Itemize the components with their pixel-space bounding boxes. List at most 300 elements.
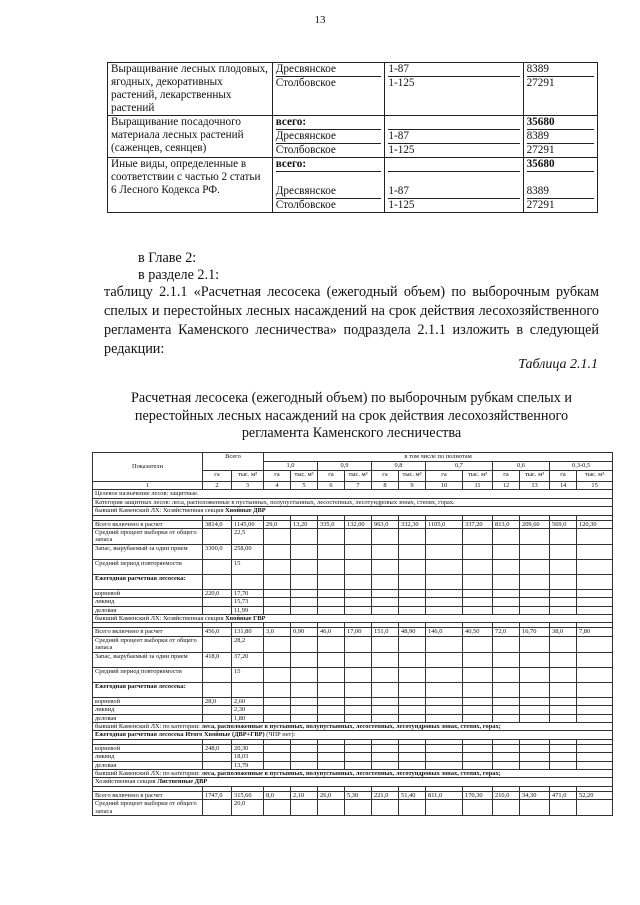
value-cell [463,652,493,667]
value-cell [203,606,232,614]
value-cell [463,574,493,589]
value-cell [577,706,613,714]
value-cell [264,559,291,574]
value-cell [550,697,577,705]
value-cell [493,697,520,705]
value-cell [493,574,520,589]
row-label-cell: корневой [93,589,203,597]
value-cell [264,667,291,682]
activity-cell: Выращивание посадочного материала лесных растений (саженцев, сеянцев) [108,116,273,158]
value-cell [493,667,520,682]
value-cell [493,559,520,574]
section-heading-cell: бывший Каменский ЛХ: Хозяйственная секция Хвойные ГВР [93,615,613,623]
value-cell [520,544,550,559]
value-cell [345,682,372,697]
value-cell [493,706,520,714]
value-cell [291,753,318,761]
value-cell [577,598,613,606]
value-cell [399,744,426,752]
value-cell [426,598,463,606]
table-row [93,722,613,730]
table-caption: Расчетная лесосека (ежегодный объем) по выборочным рубкам спелых и перестойных лесных насаждений на срок действия лесохозяйственного регламента Каменского лесничества [131,390,572,441]
value-cell [203,753,232,761]
value-cell [345,606,372,614]
value-cell: 5,30 [345,791,372,799]
value-cell [264,529,291,545]
section-heading-bold: леса, расположенные в пустынных, полупустынных, лесостепных, лесотундровых зонах, степях, горах; [201,769,501,777]
table-row [93,697,613,705]
value-cell: 15 [232,559,264,574]
value-cell [264,598,291,606]
value-cell [372,800,399,816]
row-label-cell: Средний процент выборки от общего запаса [93,636,203,652]
value-cell [426,559,463,574]
value-cell: 2,30 [232,706,264,714]
value-cell [463,697,493,705]
table-row [93,490,613,498]
district-cell: Дресвянское Столбовское [272,63,385,116]
value-cell [463,589,493,597]
column-number: 2 [203,482,232,490]
table-row [93,778,613,786]
value-cell [550,667,577,682]
value-cell: 28,0 [203,697,232,705]
value-cell [345,598,372,606]
value-cell [550,574,577,589]
section-heading-bold: Ежегодная расчетная лесосека Итого Хвойные (ДВР+ГВР) [95,731,265,739]
column-number: 12 [493,482,520,490]
value-cell: 315,60 [232,791,264,799]
value-cell: 132,00 [345,520,372,528]
value-cell: 17,70 [232,589,264,597]
value-cell [550,706,577,714]
activity-cell: Выращивание лесных плодовых, ягодных, декоративных растений, лекарственных растений [108,63,273,116]
table-row [93,714,613,722]
value-cell [577,697,613,705]
value-cell [291,606,318,614]
value-cell [463,682,493,697]
value-cell [318,761,345,769]
column-number: 14 [550,482,577,490]
value-cell [318,544,345,559]
value-cell [345,559,372,574]
value-cell [399,606,426,614]
chapter-line: в Главе 2: [138,250,197,266]
value-cell: 1105,0 [426,520,463,528]
density-header: 0,3-0,5 [550,462,613,471]
table-row [93,574,613,589]
table-row [93,520,613,528]
table-label: Таблица 2.1.1 [518,357,598,372]
value-cell [291,667,318,682]
quarters-cell: 1-87 1-125 [385,158,523,213]
value-cell [426,544,463,559]
row-label-cell: ликвид [93,706,203,714]
value-cell [493,753,520,761]
value-cell [426,667,463,682]
value-cell [550,753,577,761]
value-cell [291,636,318,652]
row-label-cell: Средний период повторяемости [93,667,203,682]
table-row [93,589,613,597]
value-cell [291,529,318,545]
value-cell [399,667,426,682]
quarters-cell: 1-87 1-125 [385,116,523,158]
value-cell [426,574,463,589]
value-cell [232,574,264,589]
value-cell [520,667,550,682]
value-cell [463,753,493,761]
section-heading-cell: Ежегодная расчетная лесосека Итого Хвойные (ДВР+ГВР) (ЧПР нет): [93,731,613,739]
value-cell [426,529,463,545]
value-cell [520,589,550,597]
value-cell: 131,80 [232,628,264,636]
value-cell [550,744,577,752]
value-cell [493,682,520,697]
unit-ha-header: га [264,471,291,482]
value-cell [291,697,318,705]
value-cell [426,606,463,614]
table-row [93,706,613,714]
value-cell [372,574,399,589]
value-cell [345,544,372,559]
district-cell: всего: Дресвянское Столбовское [272,158,385,213]
density-header: 1,0 [264,462,318,471]
value-cell [493,529,520,545]
section-line: в разделе 2.1: [138,267,220,283]
value-cell [493,544,520,559]
value-cell [399,529,426,545]
value-cell [203,559,232,574]
column-number: 10 [426,482,463,490]
row-label-cell: корневой [93,744,203,752]
table-row [93,507,613,515]
value-cell: 2,10 [291,791,318,799]
value-cell [203,529,232,545]
value-cell [291,652,318,667]
section-heading-cell: Целевое назначение лесов: защитные. [93,490,613,498]
value-cell [372,606,399,614]
row-label-cell: ликвид [93,753,203,761]
value-cell [264,682,291,697]
value-cell [264,714,291,722]
value-cell: 1,80 [232,714,264,722]
value-cell [372,598,399,606]
value-cell [493,744,520,752]
value-cell [291,589,318,597]
value-cell [345,706,372,714]
value-cell: 221,0 [372,791,399,799]
unit-ha-header: га [318,471,345,482]
value-cell [463,714,493,722]
value-cell [203,574,232,589]
column-number: 1 [93,482,203,490]
value-cell: 16,70 [520,628,550,636]
value-cell [264,753,291,761]
unit-ha-header: га [550,471,577,482]
unit-m3-header: тыс. м³ [345,471,372,482]
value-cell: 51,40 [399,791,426,799]
table-row [93,769,613,777]
table-row [93,731,613,739]
value-cell [520,714,550,722]
value-cell [577,667,613,682]
value-cell [264,636,291,652]
value-cell [520,800,550,816]
value-cell [291,598,318,606]
value-cell: 3300,0 [203,544,232,559]
value-cell [426,744,463,752]
value-cell [399,574,426,589]
value-cell [577,714,613,722]
value-cell [520,697,550,705]
row-label-cell: Средний процент выборки от общего запаса [93,529,203,545]
value-cell [264,761,291,769]
value-cell [399,761,426,769]
value-cell [463,744,493,752]
value-cell: 18,03 [232,753,264,761]
row-label-cell: Всего включено в расчет [93,520,203,528]
value-cell [345,714,372,722]
value-cell [577,559,613,574]
row-label-cell: деловая [93,606,203,614]
value-cell [463,606,493,614]
value-cell [493,761,520,769]
column-number: 3 [232,482,264,490]
value-cell [493,598,520,606]
value-cell: 26,0 [318,791,345,799]
value-cell [520,744,550,752]
value-cell [550,652,577,667]
value-cell [493,714,520,722]
value-cell: 48,90 [399,628,426,636]
value-cell: 963,0 [372,520,399,528]
value-cell [372,714,399,722]
value-cell [345,744,372,752]
value-cell [264,706,291,714]
value-cell [520,753,550,761]
value-cell: 337,20 [463,520,493,528]
value-cell [520,761,550,769]
value-cell [520,706,550,714]
area-cell: 8389 27291 [523,63,597,116]
value-cell: 0,90 [291,628,318,636]
table-row [93,682,613,697]
quarters-cell: 1-87 1-125 [385,63,523,116]
value-cell [318,574,345,589]
row-label-cell: ликвид [93,598,203,606]
value-cell [345,800,372,816]
table-row [93,598,613,606]
value-cell [264,589,291,597]
table-row [93,628,613,636]
value-cell [264,800,291,816]
value-cell: 20,30 [232,744,264,752]
value-cell [550,589,577,597]
value-cell [372,697,399,705]
value-cell [577,544,613,559]
value-cell [426,761,463,769]
table-row [93,800,613,816]
value-cell: 20,0 [232,800,264,816]
row-label-cell: Всего включено в расчет [93,628,203,636]
value-cell [399,589,426,597]
value-cell [463,800,493,816]
column-number: 8 [372,482,399,490]
value-cell [399,706,426,714]
value-cell [318,706,345,714]
column-number: 9 [399,482,426,490]
value-cell [203,667,232,682]
value-cell [577,800,613,816]
section-heading-bold: Хвойные ДВР [225,507,266,515]
value-cell [203,682,232,697]
value-cell: 2,60 [232,697,264,705]
value-cell [372,529,399,545]
value-cell: 15,73 [232,598,264,606]
value-cell [264,652,291,667]
row-label-cell: Запас, вырубаемый за один прием [93,544,203,559]
value-cell [345,761,372,769]
value-cell [426,682,463,697]
value-cell [372,682,399,697]
value-cell: 146,0 [426,628,463,636]
value-cell [345,529,372,545]
area-cell: 35680 8389 27291 [523,116,597,158]
row-label-cell: Средний процент выборки от общего запаса [93,800,203,816]
value-cell [550,636,577,652]
value-cell [372,761,399,769]
value-cell [264,574,291,589]
value-cell [399,598,426,606]
value-cell [203,714,232,722]
unit-ha-header: га [203,471,232,482]
value-cell [399,682,426,697]
value-cell: 170,30 [463,791,493,799]
value-cell [426,706,463,714]
value-cell [463,559,493,574]
value-cell: 3814,0 [203,520,232,528]
value-cell [203,706,232,714]
column-number: 5 [291,482,318,490]
value-cell [291,559,318,574]
value-cell [520,529,550,545]
value-cell [372,544,399,559]
value-cell [520,598,550,606]
value-cell [399,753,426,761]
value-cell [372,652,399,667]
value-cell [520,559,550,574]
value-cell [426,697,463,705]
value-cell [318,652,345,667]
value-cell [577,761,613,769]
value-cell: 38,0 [550,628,577,636]
row-label-cell: Запас, вырубаемый за один прием [93,652,203,667]
value-cell [550,598,577,606]
value-cell: 22,5 [232,529,264,545]
row-label-cell: Ежегодная расчетная лесосека: [93,574,203,589]
value-cell [318,800,345,816]
value-cell [520,652,550,667]
table-row [93,761,613,769]
value-cell: 1145,00 [232,520,264,528]
value-cell [550,544,577,559]
value-cell [318,589,345,597]
density-header: 0,7 [426,462,493,471]
value-cell [345,636,372,652]
value-cell [372,753,399,761]
unit-ha-header: га [372,471,399,482]
value-cell: 332,30 [399,520,426,528]
table-row [93,529,613,545]
value-cell [318,606,345,614]
value-cell [291,714,318,722]
value-cell: 13,79 [232,761,264,769]
value-cell [291,706,318,714]
table-row [93,559,613,574]
value-cell: 335,0 [318,520,345,528]
value-cell [318,667,345,682]
density-header: 0,8 [372,462,426,471]
section-heading-cell: Категория защитных лесов: леса, расположенные в пустынных, полупустынных, лесостепных, лесотундровых зонах, степях, горах. [93,498,613,506]
value-cell [399,544,426,559]
value-cell [399,636,426,652]
value-cell [399,652,426,667]
value-cell: 209,60 [520,520,550,528]
value-cell [372,559,399,574]
density-header: 0,9 [318,462,372,471]
table-row [108,116,598,158]
value-cell [463,667,493,682]
table-row [93,791,613,799]
amendment-paragraph: таблицу 2.1.1 «Расчетная лесосека (ежегодный объем) по выборочным рубкам спелых и перестойных лесных насаждений на срок действия лесохозяйственного регламента Каменского лесничества» подраздела 2.1.1 изложить в следующей редакции: [104,284,599,357]
value-cell [291,544,318,559]
value-cell [463,544,493,559]
value-cell: 151,0 [372,628,399,636]
value-cell [426,714,463,722]
value-cell [550,714,577,722]
value-cell [318,714,345,722]
value-cell [426,636,463,652]
value-cell [463,598,493,606]
value-cell [345,667,372,682]
value-cell [577,636,613,652]
section-heading-cell: бывший Каменский ЛХ: Хозяйственная секция Хвойные ДВР [93,507,613,515]
value-cell [550,529,577,545]
table-row [108,63,598,116]
value-cell [493,589,520,597]
row-label-cell: корневой [93,697,203,705]
density-group-header: в том числе по полнотам [264,453,613,462]
section-heading-cell: Хозяйственная секция Лиственные ДВР [93,778,613,786]
value-cell [550,606,577,614]
value-cell [399,697,426,705]
section-heading-bold: Хвойные ГВР [225,615,266,623]
column-number: 13 [520,482,550,490]
value-cell: 569,0 [550,520,577,528]
activity-cell: Иные виды, определенные в соответствии с частью 2 статьи 6 Лесного Кодекса РФ. [108,158,273,213]
value-cell [264,744,291,752]
table-row [93,744,613,752]
table-row [93,615,613,623]
table-row [108,158,598,213]
value-cell [550,761,577,769]
page-number: 13 [314,14,326,26]
value-cell [493,606,520,614]
table-row [93,606,613,614]
value-cell [520,574,550,589]
value-cell: 8,0 [264,791,291,799]
